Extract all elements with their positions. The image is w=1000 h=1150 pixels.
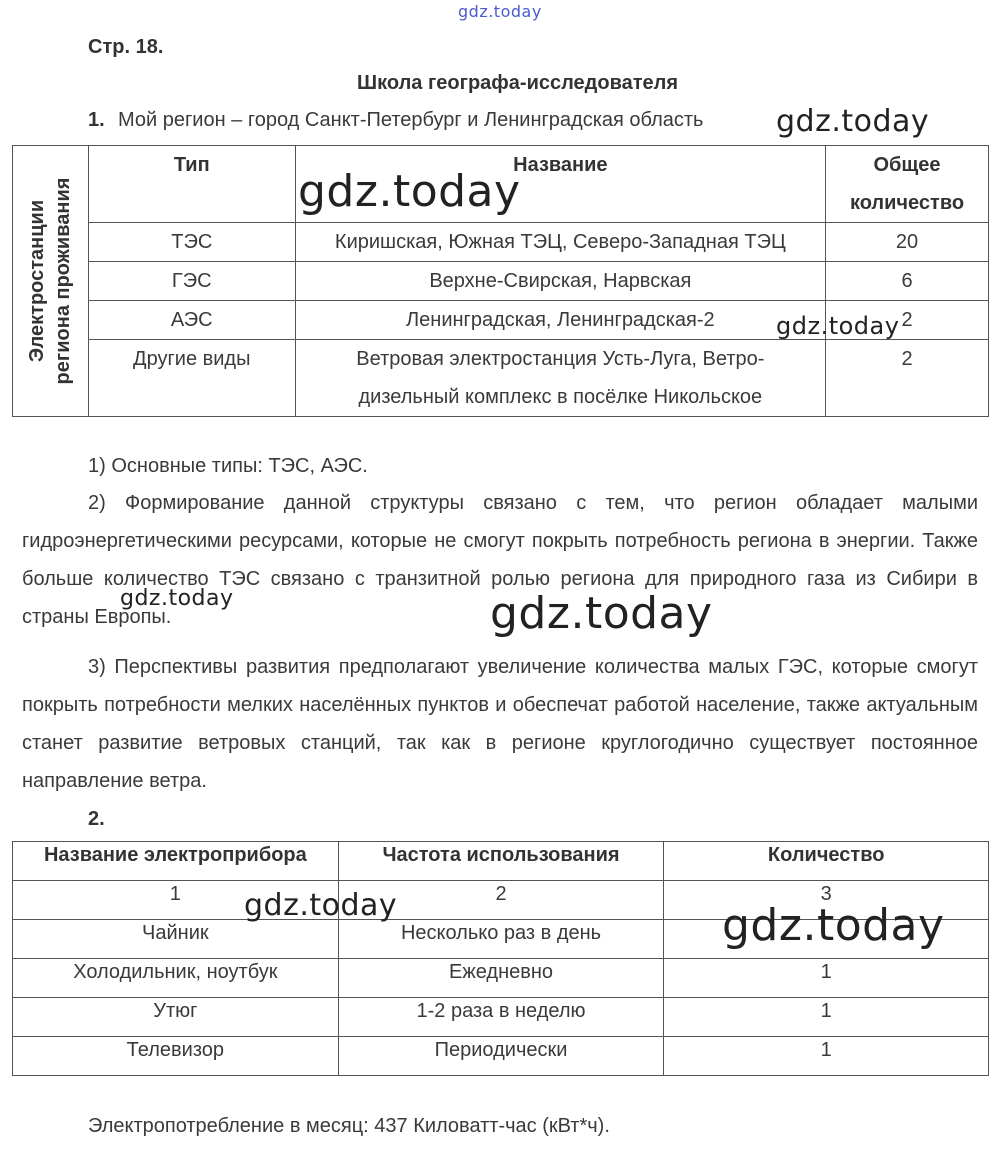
consumption-text: Электропотребление в месяц: 437 Киловатт-час (кВт*ч). [88,1115,610,1137]
side-label: Электростанции региона проживания [26,177,75,385]
count-cell: 2 [826,301,989,340]
frequency-cell: Несколько раз в день [338,920,664,959]
header-type: Тип [88,146,295,223]
count-cell: 6 [826,262,989,301]
appliance-cell: Холодильник, ноутбук [13,959,339,998]
header-appliance: Название электроприбора [13,842,339,881]
watermark: gdz.today [722,900,945,951]
name-cell: Киришская, Южная ТЭЦ, Северо-Западная ТЭЦ [295,223,825,262]
type-cell: Другие виды [88,340,295,417]
header-frequency: Частота использования [338,842,664,881]
index-cell: 3 [664,881,989,920]
table-row [13,1037,989,1076]
index-cell: 1 [13,881,339,920]
watermark: gdz.today [490,588,713,639]
answer-3: 3) Перспективы развития предполагают увеличение количества малых ГЭС, которые смогут покрыть потребности мелких населённых пунктов и обеспечат работой население, также актуальным станет развитие ветровых станций, так как в регионе круглогодично существует постоянное направление ветра. [22,656,978,792]
frequency-cell: Ежедневно [338,959,664,998]
appliance-cell: Утюг [13,998,339,1037]
name-cell: Ветровая электростанция Усть-Луга, Ветро- дизельный комплекс в посёлке Никольское [295,340,825,417]
watermark-top: gdz.today [458,2,542,21]
header-quantity: Количество [664,842,989,881]
task1-text: Мой регион – город Санкт-Петербург и Ленинградская область [118,109,704,131]
watermark: gdz.today [244,888,398,923]
table-row [13,262,989,301]
answer-1: 1) Основные типы: ТЭС, АЭС. [88,455,368,477]
watermark: gdz.today [298,166,521,217]
table-row [13,223,989,262]
task1-number: 1. [88,109,105,131]
frequency-cell: Периодически [338,1037,664,1076]
page-label: Стр. 18. [88,36,164,58]
watermark: gdz.today [776,104,930,139]
watermark: gdz.today [776,312,900,340]
quantity-cell: 1 [664,998,989,1037]
quantity-cell: 1 [664,959,989,998]
header-count: Общее количество [826,146,989,223]
appliance-cell: Чайник [13,920,339,959]
answer-2: 2) Формирование данной структуры связано с тем, что регион обладает малыми гидроэнергетическими ресурсами, которые не смогут покрыть потребность региона в энергии. Также больше количество ТЭС связано с транзитной ролью региона для природного газа из Сибири в страны Европы. [22,492,978,628]
frequency-cell: 1-2 раза в неделю [338,998,664,1037]
table-row [13,959,989,998]
quantity-cell: 1 [664,1037,989,1076]
count-cell: 2 [826,340,989,417]
type-cell: ТЭС [88,223,295,262]
type-cell: АЭС [88,301,295,340]
header-name: Название [295,146,825,223]
type-cell: ГЭС [88,262,295,301]
section-title: Школа географа-исследователя [357,72,679,94]
table-row [13,340,989,417]
table-row [13,998,989,1037]
count-cell: 20 [826,223,989,262]
watermark: gdz.today [120,586,234,611]
appliance-cell: Телевизор [13,1037,339,1076]
appliances-table [12,841,989,1076]
index-cell: 2 [338,881,664,920]
task2-number: 2. [88,808,105,830]
name-cell: Верхне-Свирская, Нарвская [295,262,825,301]
name-cell: Ленинградская, Ленинградская-2 [295,301,825,340]
side-label-cell [13,146,89,417]
